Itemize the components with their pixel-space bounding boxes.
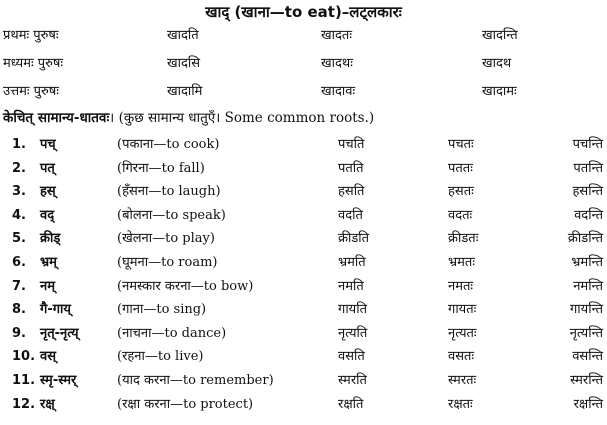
root-word: नृत्-नृत्य् (40, 325, 79, 341)
root-row (0, 371, 607, 391)
form-singular: नृत्यति (338, 325, 368, 341)
dual-form: खादथः (321, 56, 353, 71)
form-dual: वदतः (448, 207, 473, 223)
conjugation-row (0, 54, 607, 74)
root-word: वस् (40, 349, 57, 365)
form-dual: नमतः (448, 278, 474, 294)
root-row (0, 300, 607, 320)
root-word: रक्ष् (40, 396, 55, 412)
root-meaning: (घूमना—to roam) (117, 255, 218, 270)
root-number: 2. (12, 160, 26, 176)
root-row (0, 395, 607, 415)
root-meaning: (नमस्कार करना—to bow) (117, 278, 254, 294)
form-dual: पततः (448, 160, 473, 176)
root-row (0, 182, 607, 202)
root-meaning: (हँसना—to laugh) (117, 184, 221, 200)
root-number: 5. (12, 231, 26, 247)
root-number: 1. (12, 137, 26, 152)
form-plural: गायन्ति (569, 302, 603, 318)
root-meaning: (गिरना—to fall) (117, 160, 205, 176)
root-number: 9. (12, 325, 26, 341)
form-plural: रक्षन्ति (573, 396, 603, 412)
root-number: 11. (12, 373, 36, 388)
root-number: 3. (12, 184, 26, 200)
dual-form: खादतः (321, 28, 352, 43)
page-title: खाद् (खाना—to eat)–लट्लकारः (205, 3, 402, 21)
root-row (0, 206, 607, 226)
form-dual: स्मरतः (448, 373, 477, 388)
conjugation-row (0, 26, 607, 46)
form-dual: पचतः (448, 137, 474, 152)
form-singular: स्मरति (338, 373, 367, 388)
form-singular: क्रीडति (338, 231, 370, 247)
form-plural: भ्रमन्ति (571, 255, 603, 270)
form-singular: पचति (338, 137, 365, 152)
form-dual: हसतः (448, 184, 474, 200)
form-singular: पतति (338, 160, 364, 176)
root-word: स्मृ-स्मर् (40, 373, 77, 388)
root-number: 7. (12, 278, 26, 294)
root-row (0, 229, 607, 249)
form-singular: गायति (338, 302, 368, 318)
form-singular: वसति (338, 349, 365, 365)
form-dual: वसतः (448, 349, 475, 365)
root-meaning: (रक्षा करना—to protect) (117, 396, 254, 412)
root-meaning: (गाना—to sing) (117, 302, 207, 318)
form-dual: गायतः (448, 302, 477, 318)
section-subtitle: । (कुछ सामान्य धातुएँ। Some common roots.) (109, 110, 375, 126)
root-meaning: (याद करना—to remember) (117, 373, 274, 388)
root-number: 10. (12, 349, 36, 365)
root-row (0, 159, 607, 179)
form-plural: पतन्ति (573, 160, 603, 176)
root-word: पच् (40, 137, 56, 152)
person-label: प्रथमः पुरुषः (3, 28, 59, 43)
form-singular: वदति (338, 207, 363, 223)
form-plural: क्रीडन्ति (567, 231, 603, 247)
root-word: हस् (40, 184, 56, 200)
form-plural: वदन्ति (574, 207, 603, 223)
form-dual: रक्षतः (448, 396, 473, 412)
singular-form: खादति (167, 28, 199, 43)
root-row (0, 135, 607, 155)
form-plural: नमन्ति (573, 278, 603, 294)
form-plural: नृत्यन्ति (569, 325, 603, 341)
root-word: वद् (40, 207, 55, 223)
plural-form: खादन्ति (482, 28, 518, 43)
form-dual: क्रीडतः (448, 231, 479, 247)
root-meaning: (बोलना—to speak) (117, 207, 226, 223)
root-meaning: (खेलना—to play) (117, 231, 215, 247)
section-title: केचित् सामान्य-धातवः (3, 110, 110, 126)
root-row (0, 347, 607, 367)
root-word: क्रीड् (40, 231, 61, 247)
root-word: पत् (40, 160, 55, 176)
root-row (0, 277, 607, 297)
dual-form: खादावः (321, 84, 356, 99)
person-label: मध्यमः पुरुषः (3, 56, 64, 71)
root-number: 6. (12, 255, 26, 270)
root-meaning: (पकाना—to cook) (117, 137, 220, 152)
plural-form: खादथ (482, 56, 512, 71)
root-row (0, 253, 607, 273)
root-row (0, 324, 607, 344)
form-singular: हसति (338, 184, 365, 200)
form-plural: हसन्ति (572, 184, 603, 200)
root-number: 12. (12, 396, 36, 412)
form-singular: नमति (338, 278, 364, 294)
form-dual: भ्रमतः (448, 255, 475, 270)
form-singular: रक्षति (338, 396, 364, 412)
person-label: उत्तमः पुरुषः (3, 84, 59, 99)
root-number: 8. (12, 302, 26, 318)
root-number: 4. (12, 207, 26, 223)
root-word: नम् (40, 278, 55, 294)
plural-form: खादामः (482, 84, 517, 99)
singular-form: खादामि (167, 84, 203, 99)
root-meaning: (नाचना—to dance) (117, 325, 227, 341)
form-plural: वसन्ति (572, 349, 603, 365)
root-word: भ्रम् (40, 255, 57, 270)
form-plural: स्मरन्ति (570, 373, 603, 388)
conjugation-row (0, 82, 607, 102)
form-singular: भ्रमति (338, 255, 366, 270)
form-dual: नृत्यतः (448, 325, 477, 341)
singular-form: खादसि (167, 56, 201, 71)
form-plural: पचन्ति (572, 137, 603, 152)
root-word: गै-गाय् (40, 302, 71, 318)
root-meaning: (रहना—to live) (117, 349, 204, 365)
section-heading (3, 108, 374, 128)
